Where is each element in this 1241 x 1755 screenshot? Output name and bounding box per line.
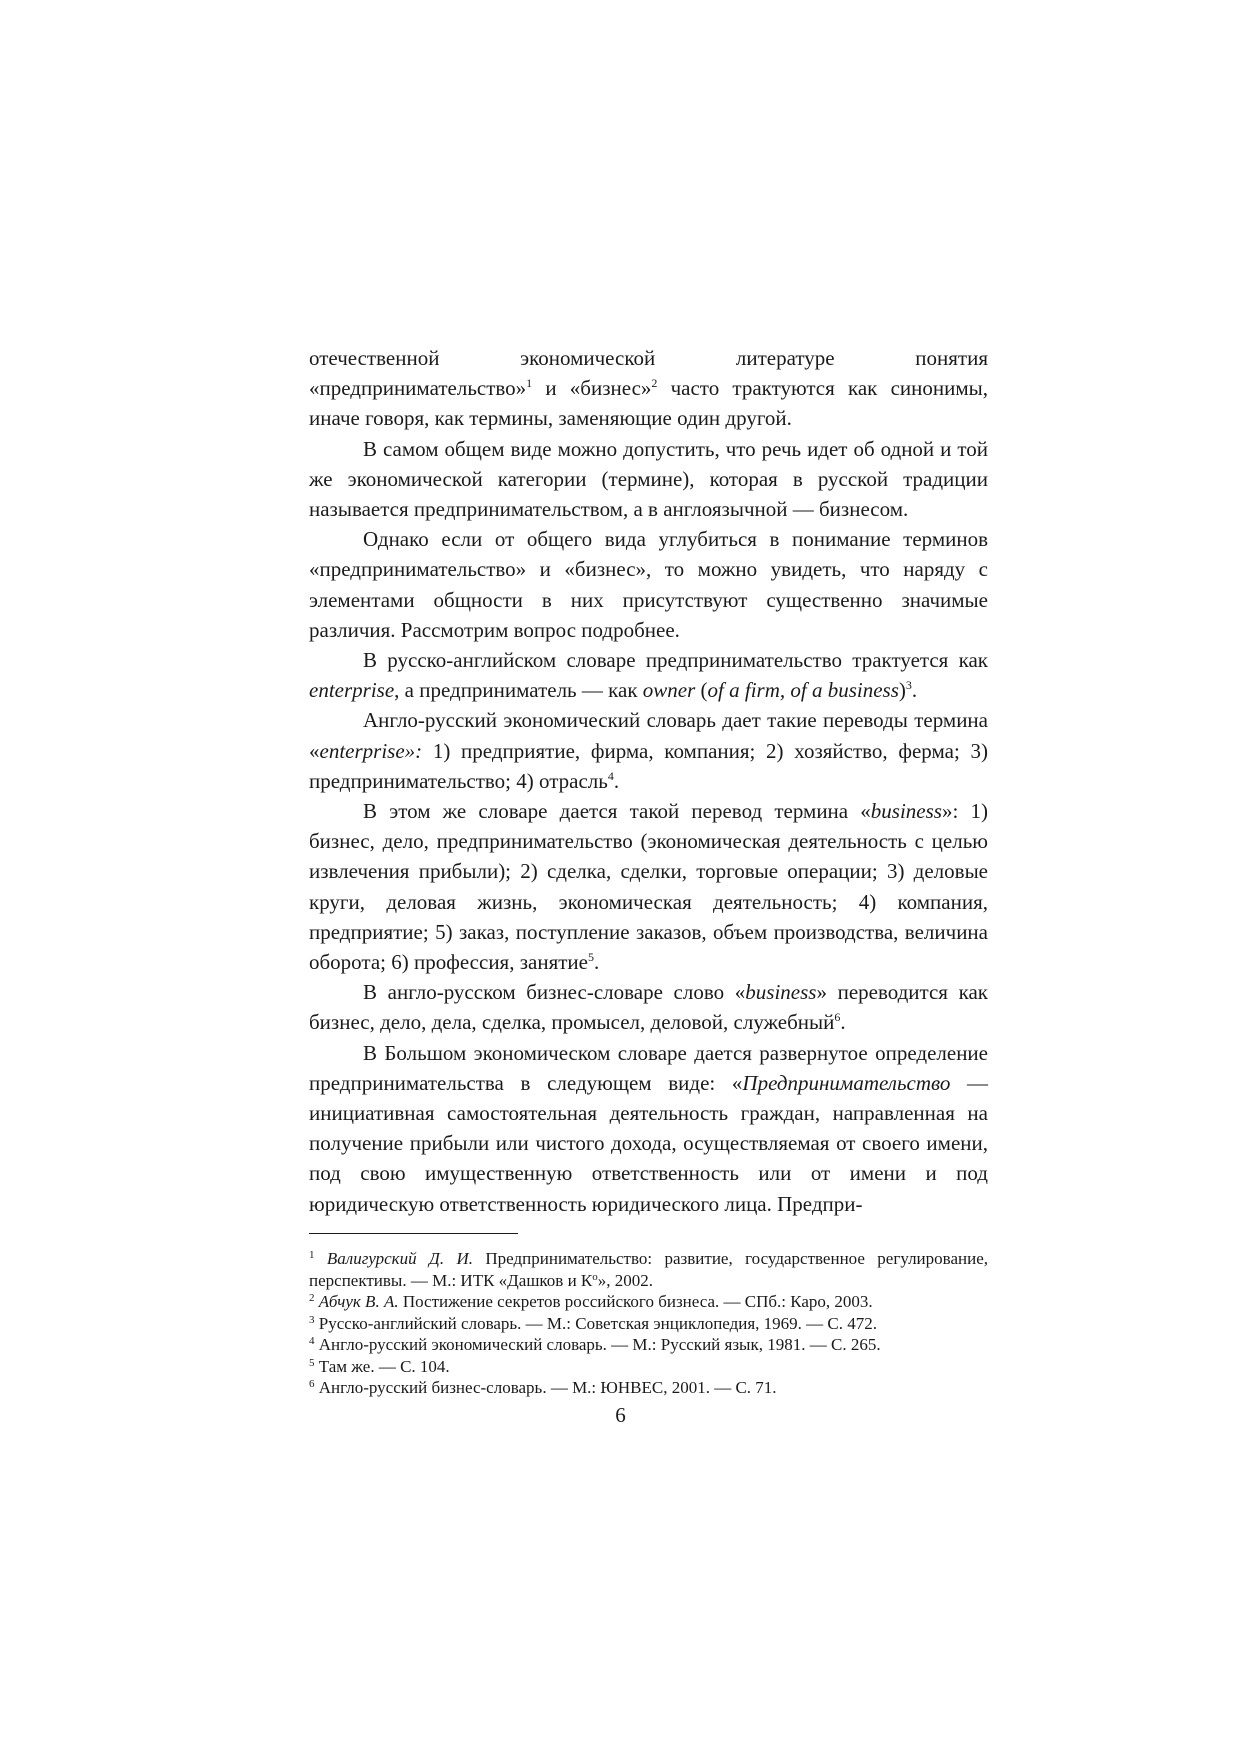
footnote-number: 2 [309,1292,315,1304]
page-number: 6 [615,1403,626,1427]
paragraph-2: В самом общем виде можно допустить, что речь идет об одной и той же экономической категории (термине), которая в русской традиции называется предпринимательством, а в англоязычной — бизнесом. [309,436,988,522]
text-run: , а предприниматель — как [394,678,643,703]
footnote-3 [309,1313,988,1335]
footnote-text: Там же. — С. 104. [314,1356,450,1376]
footnote-ref: 2 [651,376,658,391]
paragraph-3: Однако если от общего вида углубиться в понимание терминов «предпринимательство» и «бизнес», то можно увидеть, что наряду с элементами общности в них присутствуют существенно значимые различия. Рассмотрим вопрос подробнее. [309,527,988,642]
text-run: Англо-русский экономический словарь дает такие переводы термина « [309,708,988,763]
text-run: ) [898,678,906,703]
footnote-ref: 5 [587,950,594,965]
paragraph-6 [309,796,988,977]
footnote-text: Предпринимательство: развитие, государственное регулирование, перспективы. — М.: ИТК «Дашков и К [309,1249,988,1290]
footnote-ref: 6 [834,1010,841,1025]
footnote-5 [309,1356,988,1378]
text-run: »: 1) бизнес, дело, предпринимательство (экономическая деятельность с целью извлечения прибыли); 2) сделка, сделки, торговые операции; 3) деловые круги, деловая жизнь, экономическая деятельность; 4) компания, предприятие; 5) заказ, поступление заказов, объем производства, величина оборота; 6) профессия, занятие [309,799,988,975]
footnote-text: Русско-английский словарь. — М.: Советская энциклопедия, 1969. — С. 472. [314,1313,878,1333]
text-run: . [613,768,620,793]
text-run: . [593,950,600,975]
footnote-4 [309,1334,988,1356]
footnote-text: », 2002. [597,1270,654,1290]
footnote-divider [309,1233,518,1234]
paragraph-5 [309,705,988,796]
footnote-2 [309,1291,988,1313]
text-run: и «бизнес» [532,376,652,401]
footnote-number: 6 [309,1378,315,1390]
text-run: . [911,678,918,703]
italic-term: business [870,799,942,824]
footnote-number: 1 [309,1249,315,1261]
footnote-ref: 3 [905,678,912,693]
paragraph-4 [309,645,988,705]
text-run: ( [695,678,708,703]
italic-term: Предпринимательство [742,1070,951,1095]
footnote-number: 3 [309,1313,315,1326]
footnote-number: 4 [309,1335,315,1347]
italic-term: enterprise [309,678,395,703]
text-run: 1) предприятие, фирма, компания; 2) хозяйство, ферма; 3) предпринимательство; 4) отрасль [309,738,988,793]
text-run: — инициативная самостоятельная деятельность граждан, направленная на получение прибыли или чистого дохода, осуществляемая от своего имени, под свою имущественную ответственность или от имени и под юридическую ответственность юридического лица. Предпри- [309,1070,989,1216]
text-run: В Большом экономическом словаре дается развернутое определение предпринимательства в следующем виде: « [309,1040,988,1095]
superscript: о [592,1270,598,1283]
text-run: » переводится как бизнес, дело, дела, сделка, промысел, деловой, служебный [309,980,988,1035]
footnote-author: Абчук В. А. [318,1292,399,1311]
text-run: В этом же словаре дается такой перевод термина « [363,799,871,824]
paragraph-8 [309,1038,988,1219]
italic-term: business [745,980,817,1005]
footnote-number: 5 [309,1356,315,1369]
text-run: В англо-русском бизнес-словаре слово « [363,980,746,1005]
footnote-ref: 4 [607,768,614,783]
text-run: В русско-английском словаре предпринимательство трактуется как [363,648,988,673]
main-text [309,343,988,1219]
footnote-text: Англо-русский бизнес-словарь. — М.: ЮНВЕС, 2001. — С. 71. [314,1378,777,1397]
footnote-6 [309,1377,988,1399]
paragraph-7 [309,977,988,1037]
italic-term: enterprise»: [319,738,423,763]
text-run: . [840,1010,846,1035]
footnote-author: Валигурский Д. И. [326,1249,474,1268]
footnote-ref: 1 [526,376,533,391]
text-run: часто трактуются как синонимы, иначе говоря, как термины, заменяющие один другой. [309,376,988,431]
text-run: отечественной экономической литературе понятия «предпринимательство» [309,346,988,401]
paragraph-1 [309,343,988,434]
footnote-1 [309,1248,988,1291]
footnote-text: Англо-русский экономический словарь. — М.: Русский язык, 1981. — С. 265. [314,1335,881,1354]
footnotes [309,1248,988,1399]
italic-term: owner [642,678,696,703]
italic-term: of a firm, of a business [707,678,899,703]
footnote-text: Постижение секретов российского бизнеса. — СПб.: Каро, 2003. [398,1292,873,1311]
